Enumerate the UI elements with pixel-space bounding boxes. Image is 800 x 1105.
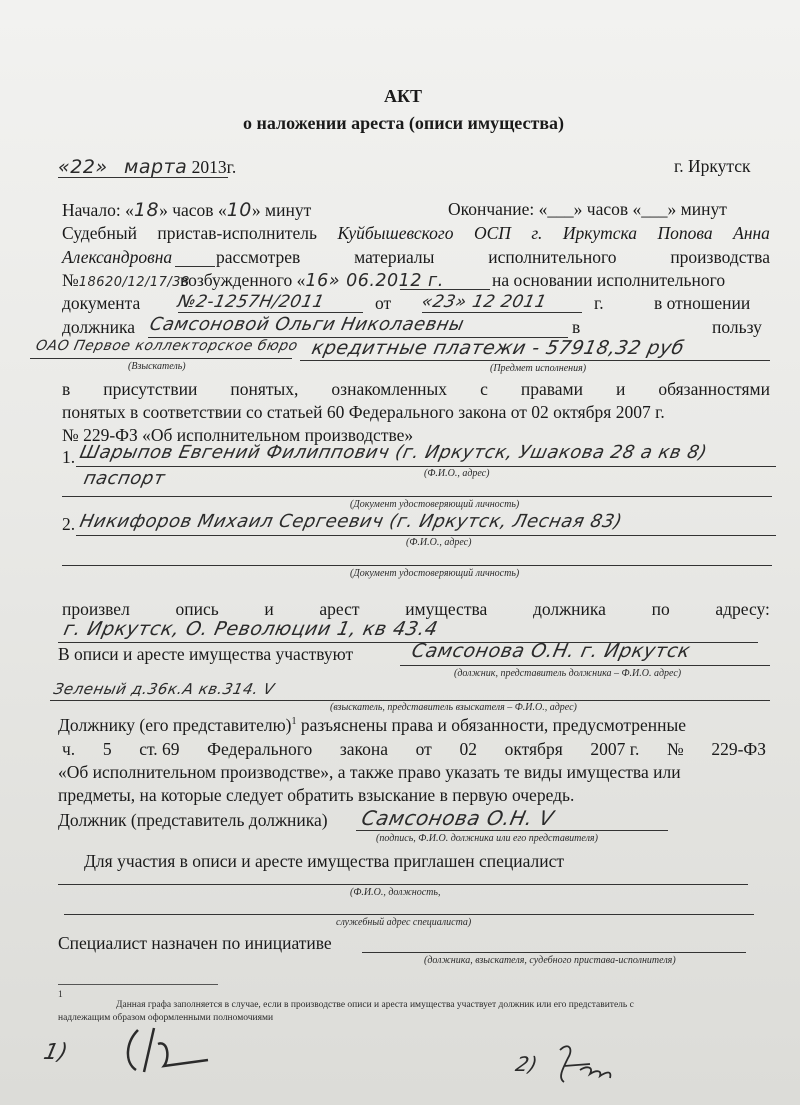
debtor-name: Самсоновой Ольги Николаевны <box>147 314 467 335</box>
specialist-invited: Для участия в описи и аресте имущества приглашен специалист <box>84 851 565 871</box>
doc-from: от <box>375 293 392 313</box>
debtor-signature: Самсонова О.Н. V <box>359 806 557 830</box>
document-subtitle: о наложении ареста (описи имущества) <box>243 113 565 133</box>
witness-1-signature <box>118 1022 228 1082</box>
date-month: марта <box>124 156 188 178</box>
debtor-label: должника <box>62 317 135 337</box>
case-number: 18620/12/17/38 <box>78 275 190 290</box>
bailiff-line-2: рассмотрев материалы исполнительного производства <box>216 247 770 267</box>
witness-1-doc: паспорт <box>81 468 168 489</box>
rights-line-1: Должнику (его представителю)$^1$ разъяснены права и обязанности, предусмотренные <box>58 715 686 735</box>
bailiff-line-1: Судебный пристав-исполнитель Куйбышевского ОСП г. Иркутска Попова Анна <box>62 223 770 243</box>
subject-caption: (Предмет исполнения) <box>490 363 587 374</box>
witness-1-num: 1. <box>62 447 76 467</box>
witness-1-doc-caption: (Документ удостоверяющий личность) <box>350 499 520 510</box>
date-line: «22» марта 2013г. <box>58 156 237 178</box>
debtor-sign-label: Должник (представитель должника) <box>58 810 328 830</box>
subject-text: кредитные платежи - 57918,32 руб <box>309 337 687 359</box>
creditor-rep-caption: (взыскатель, представитель взыскателя – Ф.И.О., адрес) <box>330 702 577 713</box>
in-word: в <box>572 317 581 337</box>
rights-line-3: «Об исполнительном производстве», а также право указать те виды имущества или <box>58 762 681 782</box>
doc-label: документа <box>62 293 141 313</box>
debtor-rep-caption: (должник, представитель должника – Ф.И.О. адрес) <box>454 668 682 679</box>
witness-2-num: 2. <box>62 514 76 534</box>
debtor-participant: Самсонова О.Н. г. Иркутск <box>409 640 693 662</box>
witness-2-signature <box>550 1040 620 1090</box>
participants-label: В описи и аресте имущества участвуют <box>58 644 354 664</box>
creditor-participant: Зеленый д.36к.А кв.314. V <box>52 680 277 698</box>
case-number-line: №18620/12/17/38 <box>62 270 190 290</box>
witness-2-doc-caption: (Документ удостоверяющий личность) <box>350 568 520 579</box>
creditor-caption: (Взыскатель) <box>128 361 186 372</box>
witness-2-fio-caption: (Ф.И.О., адрес) <box>406 537 472 548</box>
bottom-sign-2-label: 2) <box>513 1052 541 1076</box>
signature-caption: (подпись, Ф.И.О. должника или его представителя) <box>376 833 598 844</box>
city: г. Иркутск <box>674 156 751 176</box>
date-year: 2013г. <box>191 157 237 177</box>
doc-year: г. <box>594 293 604 313</box>
inventory-address: г. Иркутск, О. Революции 1, кв 43.4 <box>61 618 440 640</box>
witness-1-fio-caption: (Ф.И.О., адрес) <box>424 468 490 479</box>
favor-word: пользу <box>712 317 762 337</box>
inventory-line-1: произвел опись и арест имущества должника по адресу: <box>62 599 770 619</box>
doc-date: «23» 12 2011 <box>419 292 549 312</box>
initiated: возбужденного «16» 06.2012 г. <box>180 270 444 291</box>
specialist-fio-caption: (Ф.И.О., должность, <box>350 887 441 898</box>
initiative-caption: (должника, взыскателя, судебного пристава-исполнителя) <box>424 955 676 966</box>
footnote-text-1: Данная графа заполняется в случае, если в производстве описи и ареста имущества участвует должник или его представитель с <box>116 1000 634 1010</box>
bailiff-name-cont: Александровна <box>62 247 173 267</box>
rights-line-2: ч. 5 ст. 69 Федерального закона от 02 октября 2007 г. № 229-ФЗ <box>62 739 766 759</box>
basis-text: на основании исполнительного <box>492 270 726 290</box>
rights-line-4: предметы, на которые следует обратить взыскание в первую очередь. <box>58 785 575 805</box>
document-title: АКТ <box>384 86 423 106</box>
witness-line-1: в присутствии понятых, ознакомленных с правами и обязанностями <box>62 379 770 399</box>
specialist-addr-caption: служебный адрес специалиста) <box>336 917 472 928</box>
doc-number: №2-1257Н/2011 <box>175 292 327 312</box>
witness-line-2: понятых в соответствии со статьей 60 Федерального закона от 02 октября 2007 г. <box>62 402 665 422</box>
witness-line-3: № 229-ФЗ «Об исполнительном производстве» <box>62 425 414 445</box>
bottom-sign-1-label: 1) <box>41 1040 71 1065</box>
footnote-text-2: надлежащим образом оформленными полномочиями <box>58 1013 274 1023</box>
start-time: Начало: «18» часов «10» минут <box>62 199 312 221</box>
regarding: в отношении <box>654 293 751 313</box>
footnote-mark: 1 <box>58 990 63 1000</box>
end-time: Окончание: «___» часов «___» минут <box>448 199 727 219</box>
witness-2-name: Никифоров Михаил Сергеевич (г. Иркутск, Лесная 83) <box>77 511 625 532</box>
creditor-name: ОАО Первое коллекторское бюро <box>34 338 300 354</box>
specialist-appointed: Специалист назначен по инициативе <box>58 933 332 953</box>
date-day: 22 <box>70 156 96 178</box>
witness-1-name: Шарыпов Евгений Филиппович (г. Иркутск, Ушакова 28 а кв 8) <box>77 442 710 463</box>
